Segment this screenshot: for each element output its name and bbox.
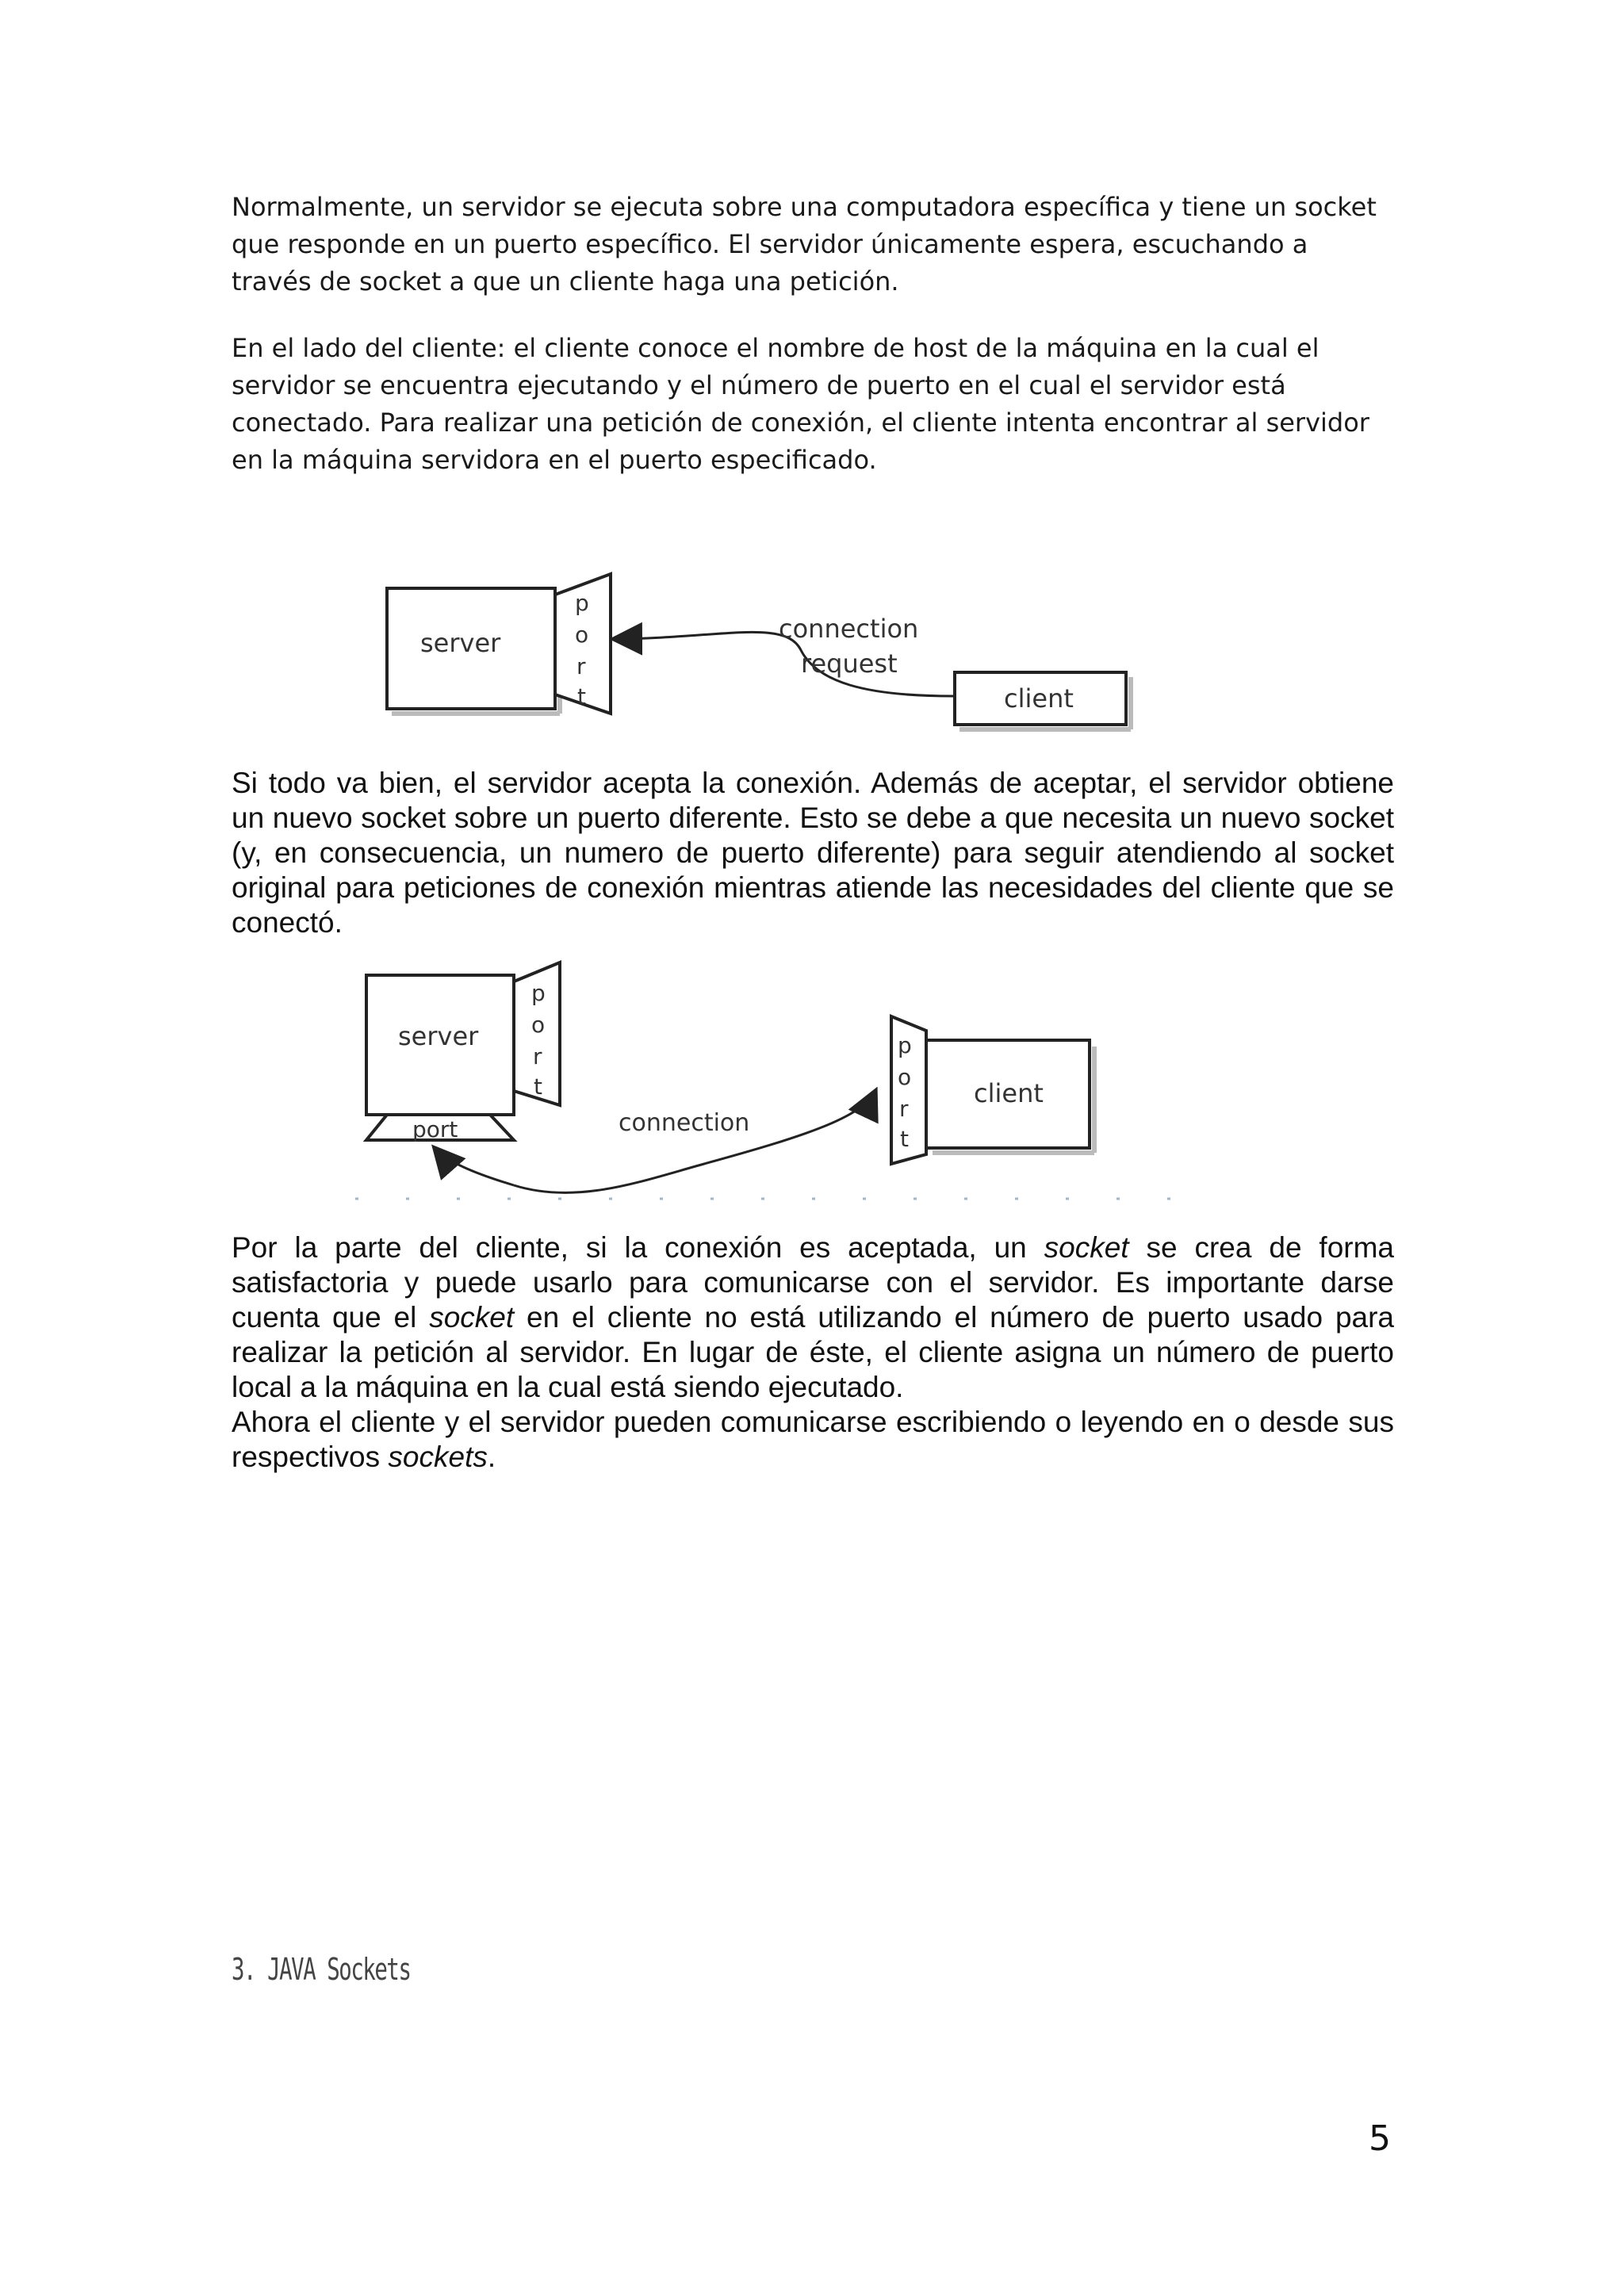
client-label: client — [1004, 683, 1074, 714]
port-letter: p — [531, 980, 546, 1006]
port-letter: t — [577, 683, 586, 710]
connection-established-diagram — [355, 959, 1228, 1213]
port-letter: r — [533, 1043, 542, 1070]
port-letter: t — [534, 1073, 542, 1100]
port-letter: p — [898, 1032, 912, 1058]
connection-request-diagram — [373, 563, 1150, 745]
bottom-port-label: port — [412, 1116, 458, 1142]
connection-label: connection — [619, 1109, 750, 1137]
paragraph-intro: Normalmente, un servidor se ejecuta sobre una computadora específica y tiene un socket que responde en un puerto específico. El servidor únicamente espera, escuchando a través de socket a que un cliente haga una petición. — [232, 192, 1377, 297]
connection-label: connection — [779, 614, 919, 644]
port-letter: p — [575, 590, 589, 616]
text-run: Ahora el cliente y el servidor pueden comunicarse escribiendo o leyendo en o desde sus respectivos — [232, 1406, 1394, 1473]
section-heading: 3. JAVA Sockets — [232, 1952, 411, 1987]
port-letter: o — [531, 1012, 546, 1038]
paragraph-connection-accepted: Si todo va bien, el servidor acepta la conexión. Además de aceptar, el servidor obtiene un nuevo socket sobre un puerto diferente. Esto se debe a que necesita un nuevo socket (y, en consecuencia, un numero de puerto diferente) para seguir atendiendo al socket original para peticiones de conexión mientras atiende las necesidades del cliente que se conectó. — [232, 767, 1394, 939]
connection-arrow — [514, 1091, 875, 1192]
text-run: . — [487, 1441, 496, 1473]
text-run: en el cliente no está utilizando el número de puerto usado para realizar la petición al servidor. En lugar de éste, el cliente asigna un número de puerto local a la máquina en la cual está siendo ejecutado. — [232, 1301, 1394, 1403]
port-letter: o — [898, 1064, 912, 1090]
port-letter: t — [900, 1126, 909, 1152]
text-run: Por la parte del cliente, si la conexión es aceptada, un — [232, 1231, 1044, 1264]
request-label: request — [801, 649, 898, 679]
text-run: se crea de forma satisfactoria y puede usarlo para comunicarse con el servidor. Es importante darse cuenta que el — [232, 1231, 1394, 1334]
paragraph-communication — [232, 1405, 1394, 1475]
client-label: client — [974, 1078, 1044, 1108]
port-letter: r — [576, 653, 586, 679]
port-letter: o — [575, 622, 589, 648]
italic-term: sockets — [388, 1441, 488, 1473]
italic-term: socket — [429, 1301, 515, 1334]
port-letter: r — [899, 1096, 909, 1122]
paragraph-client-side: En el lado del cliente: el cliente conoce el nombre de host de la máquina en la cual el servidor se encuentra ejecutando y el número de puerto en el cual el servidor está conectado. Para realizar una petición de conexión, el cliente intenta encontrar al servidor en la máquina servidora en el puerto especificado. — [232, 333, 1369, 475]
server-label: server — [398, 1021, 479, 1051]
paragraph-client-socket — [232, 1230, 1394, 1405]
server-label: server — [420, 628, 501, 658]
italic-term: socket — [1044, 1231, 1129, 1264]
page-number: 5 — [1369, 2118, 1391, 2159]
connection-arrow-back — [435, 1148, 514, 1185]
